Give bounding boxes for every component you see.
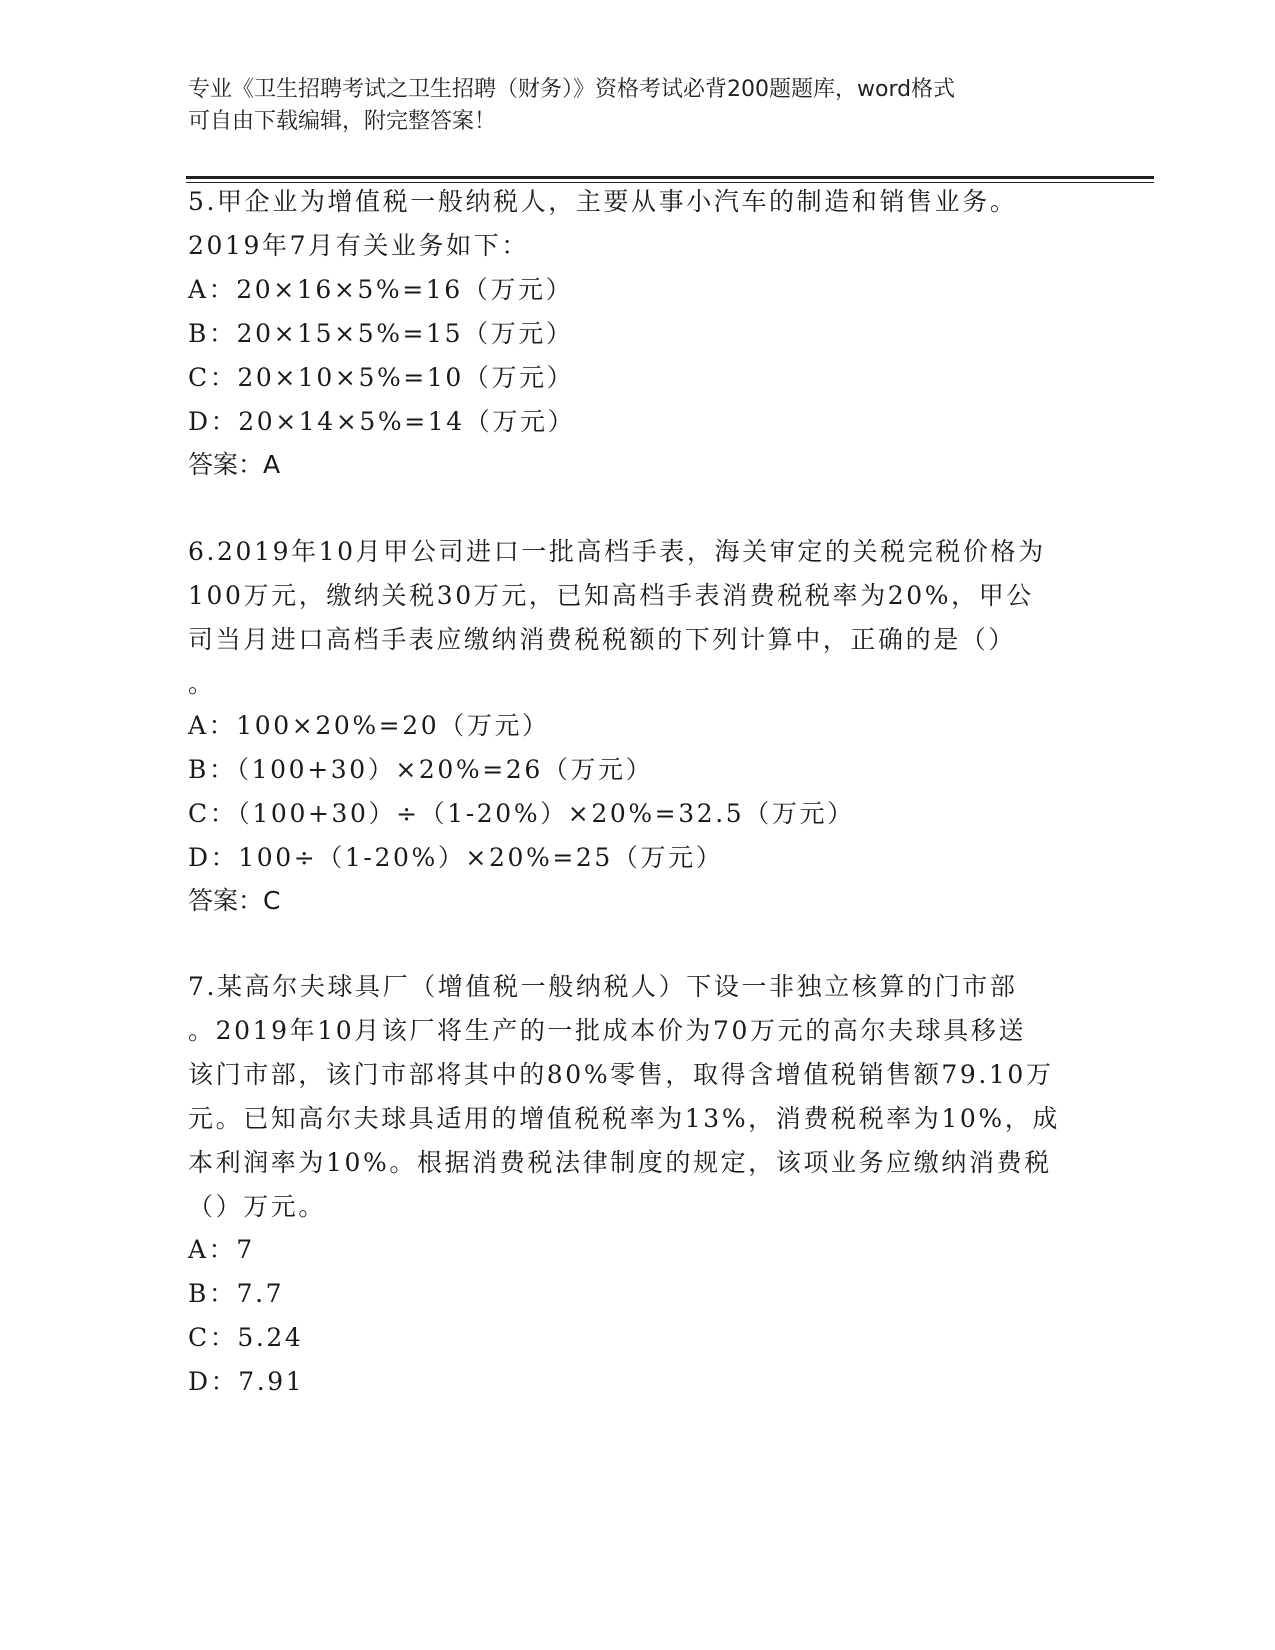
question-5-option-b: B：20×15×5%=15（万元） (188, 319, 574, 348)
question-7-stem-line-5: 本利润率为10%。根据消费税法律制度的规定，该项业务应缴纳消费税 (188, 1148, 1052, 1177)
question-6-stem-line-1: 6.2019年10月甲公司进口一批高档手表，海关审定的关税完税价格为 (188, 537, 1046, 566)
question-5-option-d: D：20×14×5%=14（万元） (188, 407, 576, 436)
question-6-option-c: C：（100+30）÷（1-20%）×20%=32.5（万元） (188, 799, 855, 828)
question-6-stem-line-2: 100万元，缴纳关税30万元，已知高档手表消费税税率为20%，甲公 (188, 581, 1034, 610)
question-5-option-a: A：20×16×5%=16（万元） (188, 275, 574, 304)
question-7-stem-line-6: （）万元。 (188, 1192, 327, 1221)
header-line-1: 专业《卫生招聘考试之卫生招聘（财务）》资格考试必背200题题库，word格式 (188, 77, 956, 102)
header-divider-thick (186, 176, 1154, 179)
question-5-stem-line-1: 5.甲企业为增值税一般纳税人，主要从事小汽车的制造和销售业务。 (188, 187, 1018, 216)
question-7-option-b: B：7.7 (188, 1279, 285, 1308)
question-7-stem-line-2: 。2019年10月该厂将生产的一批成本价为70万元的高尔夫球具移送 (188, 1016, 1027, 1045)
question-6-option-b: B：（100+30）×20%=26（万元） (188, 755, 654, 784)
page-header (188, 74, 1088, 138)
question-7-option-c: C：5.24 (188, 1323, 304, 1352)
question-5-answer: 答案：A (188, 450, 281, 479)
question-6-stem-line-4: 。 (188, 669, 216, 698)
question-6-option-a: A：100×20%=20（万元） (188, 711, 550, 740)
question-5-stem-line-2: 2019年7月有关业务如下： (188, 231, 529, 260)
question-7-option-a: A：7 (188, 1235, 255, 1264)
question-7-stem-line-3: 该门市部，该门市部将其中的80%零售，取得含增值税销售额79.10万 (188, 1060, 1054, 1089)
header-line-2: 可自由下载编辑，附完整答案！ (188, 109, 497, 134)
question-7-stem-line-1: 7.某高尔夫球具厂（增值税一般纳税人）下设一非独立核算的门市部 (188, 972, 1018, 1001)
question-6-stem-line-3: 司当月进口高档手表应缴纳消费税税额的下列计算中，正确的是（） (188, 625, 1017, 654)
question-7-option-d: D：7.91 (188, 1367, 305, 1396)
question-5-option-c: C：20×10×5%=10（万元） (188, 363, 575, 392)
question-7-stem-line-4: 元。已知高尔夫球具适用的增值税税率为13%，消费税税率为10%，成 (188, 1104, 1060, 1133)
question-6-answer: 答案：C (188, 886, 281, 915)
question-6-option-d: D：100÷（1-20%）×20%=25（万元） (188, 843, 724, 872)
header-divider-thin (186, 182, 1154, 183)
